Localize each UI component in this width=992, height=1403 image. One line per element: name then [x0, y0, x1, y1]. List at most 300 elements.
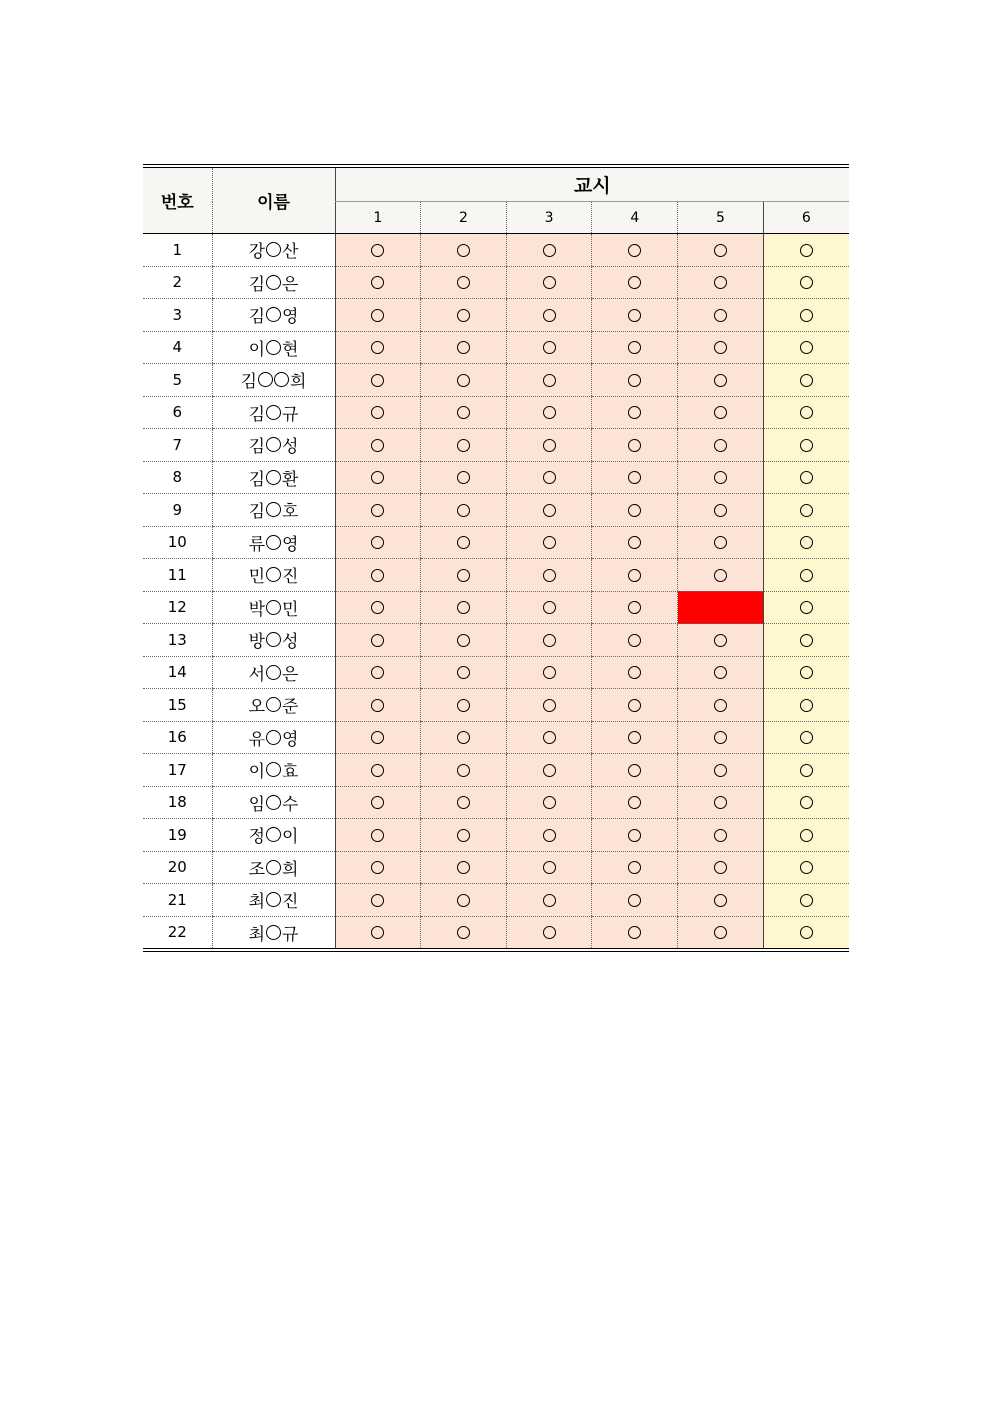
- present-circle-icon: [714, 829, 727, 842]
- attendance-cell-period-6: [763, 299, 849, 332]
- present-circle-icon: [457, 861, 470, 874]
- attendance-cell-period-6: [763, 494, 849, 527]
- row-number: 15: [143, 689, 212, 722]
- row-number: 11: [143, 559, 212, 592]
- present-circle-icon: [628, 601, 641, 614]
- present-circle-icon: [457, 569, 470, 582]
- student-name: [212, 526, 335, 559]
- present-circle-icon: [543, 244, 556, 257]
- present-circle-icon: [457, 341, 470, 354]
- present-circle-icon: [714, 276, 727, 289]
- present-circle-icon: [543, 374, 556, 387]
- student-name: [212, 591, 335, 624]
- mask-circle-icon: [274, 372, 289, 387]
- attendance-cell-period-2: [421, 266, 507, 299]
- present-circle-icon: [457, 764, 470, 777]
- attendance-cell-period-2: [421, 331, 507, 364]
- name-first-char: 이: [248, 339, 265, 360]
- name-first-char: 최: [248, 924, 265, 945]
- present-circle-icon: [543, 796, 556, 809]
- present-circle-icon: [628, 926, 641, 939]
- attendance-cell-period-3: [506, 754, 592, 787]
- present-circle-icon: [371, 926, 384, 939]
- attendance-cell-period-2: [421, 494, 507, 527]
- student-name: [212, 754, 335, 787]
- attendance-cell-period-4: [592, 689, 678, 722]
- present-circle-icon: [457, 471, 470, 484]
- attendance-cell-period-3: [506, 299, 592, 332]
- student-name-text: [249, 530, 299, 555]
- name-last-char: 희: [290, 372, 307, 393]
- present-circle-icon: [371, 699, 384, 712]
- name-first-char: 김: [248, 502, 265, 523]
- present-circle-icon: [628, 276, 641, 289]
- attendance-cell-period-4: [592, 461, 678, 494]
- present-circle-icon: [628, 861, 641, 874]
- present-circle-icon: [457, 634, 470, 647]
- row-number: 1: [143, 234, 212, 267]
- present-circle-icon: [628, 569, 641, 582]
- student-name-text: [249, 757, 299, 782]
- table-row: [143, 786, 849, 819]
- name-first-char: 유: [248, 729, 265, 750]
- student-name: [212, 819, 335, 852]
- attendance-cell-period-5: [678, 266, 764, 299]
- name-masked-chars: [266, 795, 281, 810]
- present-circle-icon: [628, 374, 641, 387]
- present-circle-icon: [714, 406, 727, 419]
- present-circle-icon: [800, 276, 813, 289]
- student-name-text: [249, 920, 299, 945]
- table-row: [143, 331, 849, 364]
- table-row: [143, 429, 849, 462]
- name-last-char: 효: [282, 762, 299, 783]
- present-circle-icon: [543, 471, 556, 484]
- present-circle-icon: [800, 244, 813, 257]
- name-first-char: 김: [248, 307, 265, 328]
- present-circle-icon: [800, 731, 813, 744]
- row-number: 6: [143, 396, 212, 429]
- attendance-cell-period-2: [421, 916, 507, 948]
- present-circle-icon: [543, 536, 556, 549]
- present-circle-icon: [457, 309, 470, 322]
- table-row: [143, 461, 849, 494]
- present-circle-icon: [457, 439, 470, 452]
- attendance-cell-period-4: [592, 429, 678, 462]
- student-name: [212, 689, 335, 722]
- attendance-cell-period-2: [421, 754, 507, 787]
- name-masked-chars: [266, 470, 281, 485]
- name-first-char: 조: [248, 859, 265, 880]
- row-number: 22: [167, 923, 187, 942]
- attendance-cell-period-1: [335, 689, 421, 722]
- attendance-cell-period-3: [506, 526, 592, 559]
- attendance-cell-period-5: [678, 494, 764, 527]
- present-circle-icon: [714, 634, 727, 647]
- attendance-table: [143, 168, 849, 948]
- mask-circle-icon: [266, 860, 281, 875]
- attendance-cell-period-2: [421, 786, 507, 819]
- header-period-5: 5: [678, 202, 764, 234]
- attendance-cell-period-1: [335, 494, 421, 527]
- table-row: [143, 396, 849, 429]
- name-masked-chars: [266, 340, 281, 355]
- present-circle-icon: [371, 309, 384, 322]
- present-circle-icon: [543, 341, 556, 354]
- name-masked-chars: [266, 632, 281, 647]
- present-circle-icon: [628, 309, 641, 322]
- present-circle-icon: [543, 731, 556, 744]
- present-circle-icon: [543, 309, 556, 322]
- attendance-cell-period-5: [678, 234, 764, 267]
- name-masked-chars: [266, 437, 281, 452]
- present-circle-icon: [543, 894, 556, 907]
- attendance-cell-period-4: [592, 494, 678, 527]
- present-circle-icon: [457, 926, 470, 939]
- attendance-cell-period-4: [592, 234, 678, 267]
- header-number: 번호: [143, 168, 212, 234]
- table-row: [143, 851, 849, 884]
- present-circle-icon: [714, 926, 727, 939]
- name-last-char: 성: [282, 632, 299, 653]
- attendance-cell-period-6: [763, 364, 849, 397]
- attendance-cell-period-1: [335, 461, 421, 494]
- attendance-cell-period-2: [421, 234, 507, 267]
- present-circle-icon: [543, 699, 556, 712]
- present-circle-icon: [457, 731, 470, 744]
- present-circle-icon: [800, 471, 813, 484]
- attendance-cell-period-3: [506, 234, 592, 267]
- attendance-cell-period-4: [592, 331, 678, 364]
- attendance-cell-period-2: [421, 721, 507, 754]
- name-masked-chars: [266, 502, 281, 517]
- present-circle-icon: [543, 926, 556, 939]
- name-last-char: 성: [282, 437, 299, 458]
- attendance-cell-period-4: [592, 624, 678, 657]
- present-circle-icon: [800, 406, 813, 419]
- name-last-char: 진: [282, 892, 299, 913]
- name-first-char: 최: [248, 892, 265, 913]
- present-circle-icon: [714, 666, 727, 679]
- attendance-cell-period-6: [763, 429, 849, 462]
- attendance-cell-period-2: [421, 396, 507, 429]
- student-name-text: [249, 725, 299, 750]
- mask-circle-icon: [266, 275, 281, 290]
- name-masked-chars: [266, 535, 281, 550]
- mask-circle-icon: [266, 340, 281, 355]
- name-masked-chars: [266, 730, 281, 745]
- table-row: [143, 364, 849, 397]
- name-masked-chars: [266, 275, 281, 290]
- present-circle-icon: [628, 764, 641, 777]
- attendance-cell-period-1: [335, 364, 421, 397]
- row-number: 8: [143, 461, 212, 494]
- name-last-char: 산: [282, 242, 299, 263]
- attendance-cell-period-4: [592, 656, 678, 689]
- present-circle-icon: [543, 439, 556, 452]
- name-masked-chars: [266, 697, 281, 712]
- name-first-char: 방: [248, 632, 265, 653]
- present-circle-icon: [800, 926, 813, 939]
- present-circle-icon: [800, 699, 813, 712]
- student-name-text: [249, 562, 299, 587]
- student-name: [212, 916, 335, 948]
- student-name: [212, 461, 335, 494]
- row-number: 20: [143, 851, 212, 884]
- name-masked-chars: [266, 242, 281, 257]
- present-circle-icon: [628, 796, 641, 809]
- mask-circle-icon: [266, 665, 281, 680]
- present-circle-icon: [714, 341, 727, 354]
- present-circle-icon: [714, 504, 727, 517]
- present-circle-icon: [457, 244, 470, 257]
- present-circle-icon: [714, 374, 727, 387]
- header-period-6: 6: [763, 202, 849, 234]
- present-circle-icon: [628, 504, 641, 517]
- student-name-text: [249, 790, 299, 815]
- student-name-text: [249, 270, 299, 295]
- attendance-cell-period-2: [421, 884, 507, 917]
- attendance-cell-period-1: [335, 754, 421, 787]
- present-circle-icon: [628, 634, 641, 647]
- mask-circle-icon: [258, 372, 273, 387]
- table-row: [143, 819, 849, 852]
- top-double-rule-a: [143, 164, 849, 165]
- attendance-cell-period-2: [421, 299, 507, 332]
- present-circle-icon: [371, 406, 384, 419]
- present-circle-icon: [800, 861, 813, 874]
- present-circle-icon: [714, 569, 727, 582]
- present-circle-icon: [714, 731, 727, 744]
- mask-circle-icon: [266, 730, 281, 745]
- student-name: [212, 624, 335, 657]
- table-row: [143, 526, 849, 559]
- mask-circle-icon: [266, 600, 281, 615]
- present-circle-icon: [800, 341, 813, 354]
- present-circle-icon: [543, 276, 556, 289]
- present-circle-icon: [800, 764, 813, 777]
- attendance-cell-period-1: [335, 559, 421, 592]
- attendance-cell-period-4: [592, 819, 678, 852]
- present-circle-icon: [714, 764, 727, 777]
- table-row: [143, 266, 849, 299]
- present-circle-icon: [628, 894, 641, 907]
- mask-circle-icon: [266, 307, 281, 322]
- student-name-text: [249, 400, 299, 425]
- attendance-cell-period-3: [506, 884, 592, 917]
- present-circle-icon: [457, 699, 470, 712]
- name-first-char: 김: [248, 469, 265, 490]
- attendance-cell-period-3: [506, 689, 592, 722]
- name-last-char: 규: [282, 404, 299, 425]
- attendance-cell-period-1: [335, 786, 421, 819]
- name-first-char: 박: [248, 599, 265, 620]
- attendance-cell-period-1: [335, 266, 421, 299]
- attendance-cell-period-6: [763, 234, 849, 267]
- bottom-double-rule-a: [143, 948, 849, 949]
- attendance-cell-period-4: [592, 299, 678, 332]
- name-masked-chars: [266, 827, 281, 842]
- attendance-cell-period-1: [335, 656, 421, 689]
- student-name: [212, 331, 335, 364]
- student-name-text: [249, 887, 299, 912]
- attendance-cell-period-3: [506, 461, 592, 494]
- attendance-cell-period-5: [678, 364, 764, 397]
- table-row: [143, 591, 849, 624]
- student-name-text: [249, 237, 299, 262]
- present-circle-icon: [714, 699, 727, 712]
- present-circle-icon: [371, 536, 384, 549]
- attendance-cell-period-3: [506, 266, 592, 299]
- name-first-char: 김: [248, 437, 265, 458]
- attendance-cell-period-3: [506, 364, 592, 397]
- attendance-cell-period-6: [763, 721, 849, 754]
- present-circle-icon: [714, 439, 727, 452]
- student-name-text: [249, 627, 299, 652]
- attendance-cell-period-6: [763, 786, 849, 819]
- mask-circle-icon: [266, 632, 281, 647]
- name-first-char: 이: [248, 762, 265, 783]
- row-number: 4: [143, 331, 212, 364]
- name-first-char: 오: [248, 697, 265, 718]
- student-name-text: [249, 497, 299, 522]
- attendance-cell-period-4: [592, 851, 678, 884]
- attendance-cell-period-3: [506, 494, 592, 527]
- name-last-char: 진: [282, 567, 299, 588]
- attendance-cell-period-5: [678, 721, 764, 754]
- mask-circle-icon: [266, 892, 281, 907]
- attendance-cell-period-3: [506, 559, 592, 592]
- attendance-cell-period-4: [592, 396, 678, 429]
- present-circle-icon: [714, 536, 727, 549]
- present-circle-icon: [457, 406, 470, 419]
- attendance-cell-period-6: [763, 461, 849, 494]
- row-number: 5: [143, 364, 212, 397]
- header-period-1: 1: [335, 202, 421, 234]
- present-circle-icon: [628, 439, 641, 452]
- attendance-cell-period-3: [506, 786, 592, 819]
- present-circle-icon: [371, 666, 384, 679]
- attendance-cell-period-1: [335, 396, 421, 429]
- attendance-cell-period-6: [763, 526, 849, 559]
- present-circle-icon: [628, 829, 641, 842]
- attendance-cell-period-4: [592, 786, 678, 819]
- student-name-text: [249, 465, 299, 490]
- row-number: 10: [143, 526, 212, 559]
- present-circle-icon: [457, 666, 470, 679]
- name-last-char: 영: [282, 307, 299, 328]
- student-name: [212, 234, 335, 267]
- present-circle-icon: [628, 406, 641, 419]
- name-last-char: 민: [282, 599, 299, 620]
- attendance-cell-period-5: [678, 819, 764, 852]
- student-name-text: [249, 855, 299, 880]
- present-circle-icon: [543, 569, 556, 582]
- attendance-cell-period-5: [678, 656, 764, 689]
- attendance-cell-period-5: [678, 299, 764, 332]
- student-name: [212, 429, 335, 462]
- attendance-cell-period-4: [592, 916, 678, 948]
- attendance-cell-period-5: [678, 851, 764, 884]
- attendance-cell-period-6: [763, 266, 849, 299]
- present-circle-icon: [457, 276, 470, 289]
- header-period-3: 3: [506, 202, 592, 234]
- row-number: 2: [143, 266, 212, 299]
- row-number: 19: [143, 819, 212, 852]
- present-circle-icon: [628, 471, 641, 484]
- attendance-cell-period-1: [335, 591, 421, 624]
- table-row: [143, 689, 849, 722]
- attendance-cell-period-3: [506, 396, 592, 429]
- present-circle-icon: [457, 829, 470, 842]
- present-circle-icon: [457, 504, 470, 517]
- row-number: 14: [143, 656, 212, 689]
- present-circle-icon: [714, 471, 727, 484]
- present-circle-icon: [800, 601, 813, 614]
- header-name: 이름: [212, 168, 335, 234]
- present-circle-icon: [800, 536, 813, 549]
- attendance-cell-period-1: [335, 526, 421, 559]
- mask-circle-icon: [266, 827, 281, 842]
- row-number: 18: [143, 786, 212, 819]
- student-name-text: [249, 692, 299, 717]
- attendance-cell-period-4: [592, 266, 678, 299]
- attendance-cell-period-1: [335, 721, 421, 754]
- present-circle-icon: [800, 666, 813, 679]
- name-masked-chars: [266, 665, 281, 680]
- attendance-cell-period-2: [421, 364, 507, 397]
- present-circle-icon: [800, 796, 813, 809]
- present-circle-icon: [371, 601, 384, 614]
- present-circle-icon: [457, 796, 470, 809]
- present-circle-icon: [628, 731, 641, 744]
- name-last-char: 환: [282, 469, 299, 490]
- present-circle-icon: [543, 504, 556, 517]
- mask-circle-icon: [266, 437, 281, 452]
- attendance-cell-period-5: [678, 916, 764, 948]
- mask-circle-icon: [266, 697, 281, 712]
- present-circle-icon: [714, 244, 727, 257]
- present-circle-icon: [800, 829, 813, 842]
- attendance-cell-period-3: [506, 851, 592, 884]
- attendance-cell-period-2: [421, 559, 507, 592]
- attendance-cell-period-5: [678, 526, 764, 559]
- table-row: [143, 559, 849, 592]
- present-circle-icon: [628, 341, 641, 354]
- present-circle-icon: [371, 471, 384, 484]
- name-masked-chars: [266, 762, 281, 777]
- table-row: [143, 656, 849, 689]
- table-body: [143, 234, 849, 949]
- present-circle-icon: [628, 666, 641, 679]
- name-last-char: 규: [282, 924, 299, 945]
- present-circle-icon: [371, 634, 384, 647]
- name-masked-chars: [266, 600, 281, 615]
- attendance-cell-period-1: [335, 851, 421, 884]
- attendance-cell-period-3: [506, 656, 592, 689]
- present-circle-icon: [800, 374, 813, 387]
- attendance-cell-period-6: [763, 819, 849, 852]
- attendance-cell-period-5: [678, 624, 764, 657]
- table-row: [143, 721, 849, 754]
- present-circle-icon: [371, 861, 384, 874]
- attendance-cell-period-1: [335, 234, 421, 267]
- attendance-cell-period-2: [421, 624, 507, 657]
- attendance-cell-period-3: [506, 429, 592, 462]
- name-first-char: 김: [248, 274, 265, 295]
- student-name: [212, 494, 335, 527]
- header-period-4: 4: [592, 202, 678, 234]
